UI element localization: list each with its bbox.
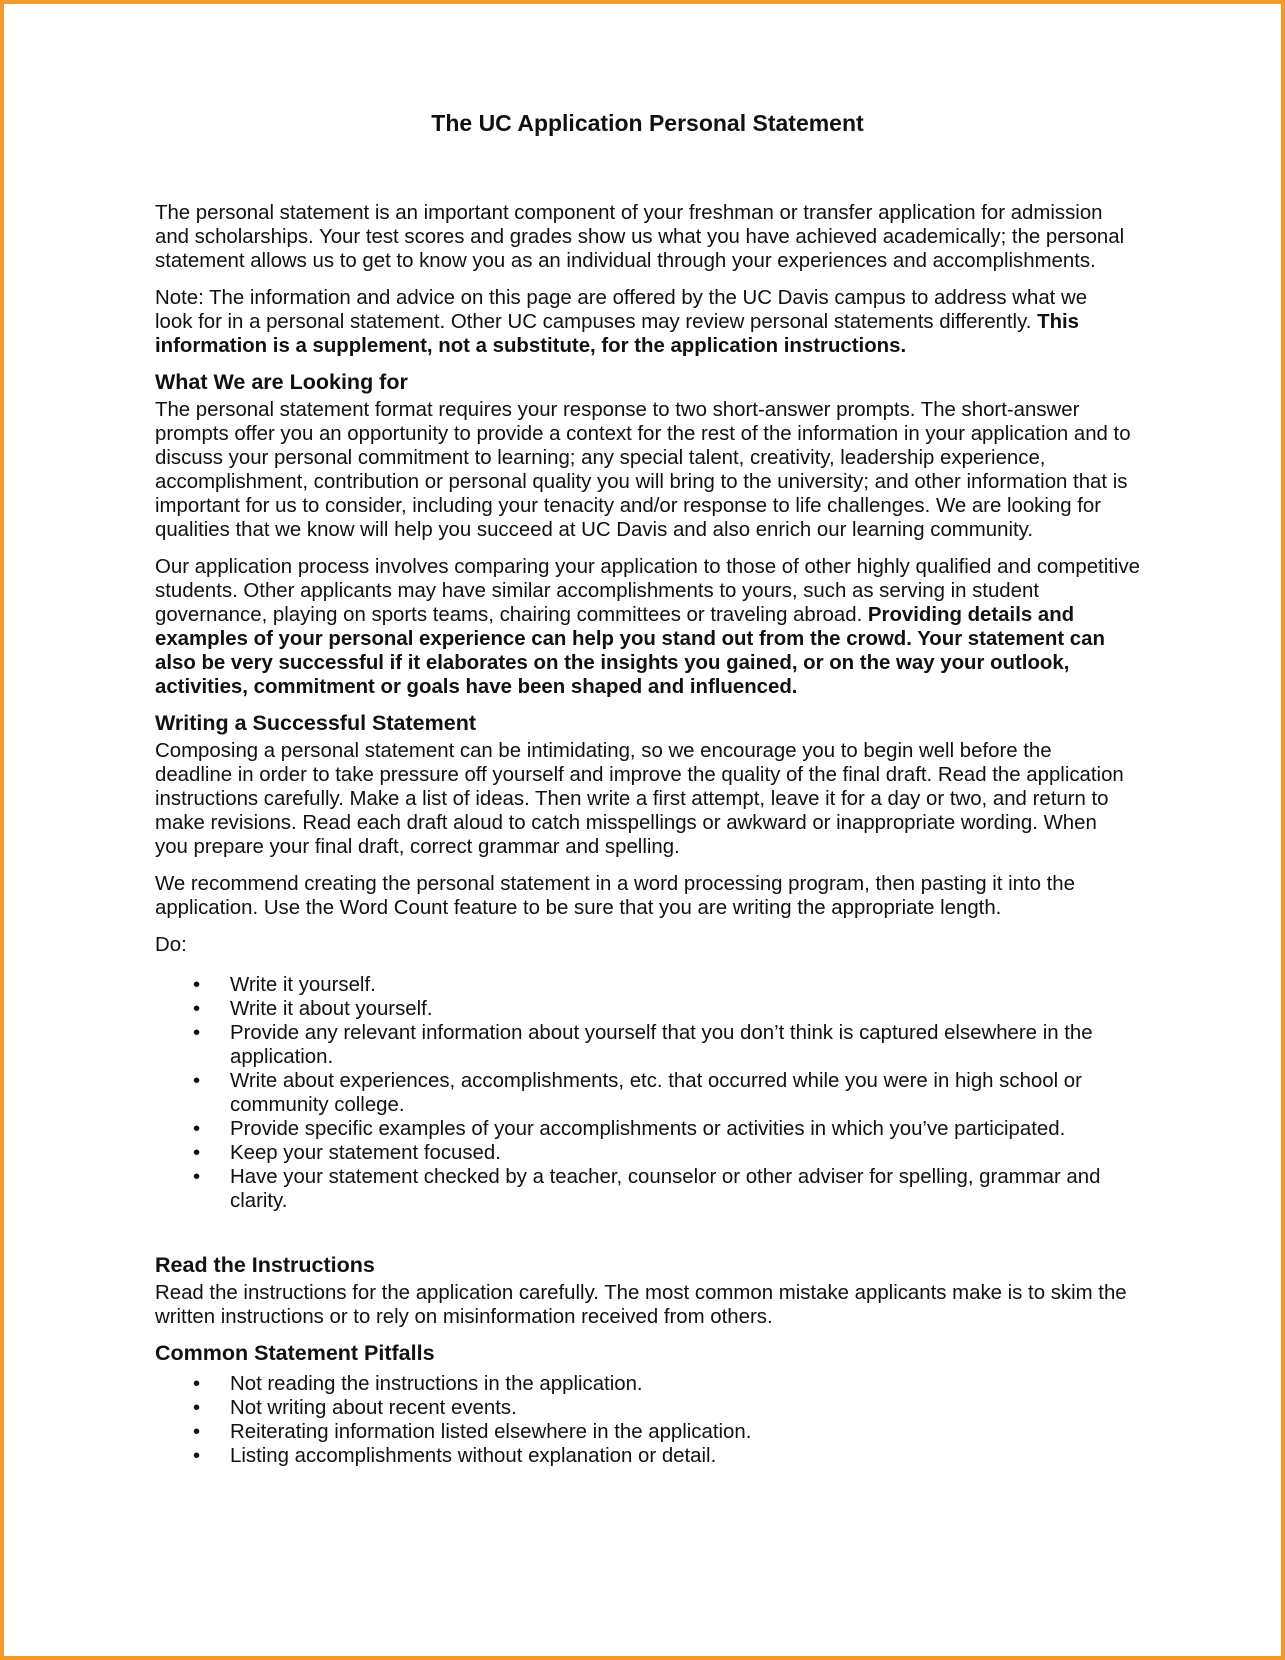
list-item <box>155 1372 1140 1396</box>
instructions-paragraph: Read the instructions for the application carefully. The most common mistake applicants make is to skim the written instructions or to rely on misinformation received from others. <box>155 1282 1127 1328</box>
pitfalls-list <box>155 1372 1140 1468</box>
section-heading-pitfalls: Common Statement Pitfalls <box>155 1341 435 1365</box>
list-item-text: Provide specific examples of your accomplishments or activities in which you’ve participated. <box>230 1118 1066 1140</box>
list-item <box>155 1117 1140 1141</box>
section-heading-instructions: Read the Instructions <box>155 1253 375 1277</box>
application-process-paragraph <box>155 555 1140 699</box>
bullet-icon: • <box>193 1373 201 1395</box>
list-item-text: Write it about yourself. <box>230 998 433 1020</box>
intro-paragraph: The personal statement is an important component of your freshman or transfer application for admission and scholarships. Your test scores and grades show us what you have achieved academically; the personal statement allows us to get to know you as an individual through your experiences and accomplishments. <box>155 202 1125 272</box>
word-processing-paragraph: We recommend creating the personal statement in a word processing program, then pasting it into the application. Use the Word Count feature to be sure that you are writing the appropriate length. <box>155 873 1075 919</box>
list-item-text: Not reading the instructions in the application. <box>230 1373 643 1395</box>
list-item-text: Write it yourself. <box>230 974 376 996</box>
looking-for-paragraph: The personal statement format requires your response to two short-answer prompts. The short-answer prompts offer you an opportunity to provide a context for the rest of the information in your application and to discuss your personal commitment to learning; any special talent, creativity, leadership experience, accomplishment, contribution or personal quality you will bring to the university; and other information that is important for us to consider, including your tenacity and/or response to life challenges. We are looking for qualities that we know will help you succeed at UC Davis and also enrich our learning community. <box>155 399 1131 541</box>
do-list <box>155 973 1140 1213</box>
bullet-icon: • <box>193 974 201 996</box>
list-item-text: Have your statement checked by a teacher, counselor or other adviser for spelling, grammar and clarity. <box>230 1166 1101 1212</box>
list-item <box>155 1069 1140 1117</box>
list-item <box>155 1444 1140 1468</box>
bullet-icon: • <box>193 998 201 1020</box>
list-item <box>155 973 1140 997</box>
section-heading-writing: Writing a Successful Statement <box>155 711 476 735</box>
application-process-bold-text: Providing details and examples of your personal experience can help you stand out from the crowd. Your statement can also be very successful if it elaborates on the insights you gained, or on the way your outlook, activities, commitment or goals have been shaped and influenced. <box>155 604 1105 698</box>
bullet-icon: • <box>193 1142 201 1164</box>
list-item <box>155 1141 1140 1165</box>
bullet-icon: • <box>193 1118 201 1140</box>
list-item-text: Reiterating information listed elsewhere in the application. <box>230 1421 752 1443</box>
list-item-text: Not writing about recent events. <box>230 1397 517 1419</box>
writing-paragraph: Composing a personal statement can be intimidating, so we encourage you to begin well before the deadline in order to take pressure off yourself and improve the quality of the final draft. Read the application instructions carefully. Make a list of ideas. Then write a first attempt, leave it for a day or two, and return to make revisions. Read each draft aloud to catch misspellings or awkward or inappropriate wording. When you prepare your final draft, correct grammar and spelling. <box>155 740 1124 858</box>
document-page <box>155 108 1140 1468</box>
note-paragraph <box>155 286 1130 358</box>
bullet-icon: • <box>193 1421 201 1443</box>
list-item <box>155 1396 1140 1420</box>
list-item <box>155 1021 1140 1069</box>
bullet-icon: • <box>193 1397 201 1419</box>
bullet-icon: • <box>193 1445 201 1467</box>
list-item <box>155 1420 1140 1444</box>
list-item <box>155 997 1140 1021</box>
list-item <box>155 1165 1140 1213</box>
list-item-text: Listing accomplishments without explanation or detail. <box>230 1445 717 1467</box>
bullet-icon: • <box>193 1166 201 1188</box>
document-title: The UC Application Personal Statement <box>431 110 864 136</box>
section-heading-looking-for: What We are Looking for <box>155 370 408 394</box>
application-process-text: Our application process involves comparing your application to those of other highly qualified and competitive students. Other applicants may have similar accomplishments to yours, such as serving in student governance, playing on sports teams, chairing committees or traveling abroad. <box>155 556 1140 626</box>
do-label: Do: <box>155 934 187 956</box>
bullet-icon: • <box>193 1070 201 1092</box>
list-item-text: Provide any relevant information about yourself that you don’t think is captured elsewhere in the application. <box>230 1022 1093 1068</box>
note-bold-text: This information is a supplement, not a substitute, for the application instructions. <box>155 311 1080 357</box>
bullet-icon: • <box>193 1022 201 1044</box>
note-text: Note: The information and advice on this page are offered by the UC Davis campus to address what we look for in a personal statement. Other UC campuses may review personal statements differently. <box>155 287 1088 333</box>
list-item-text: Write about experiences, accomplishments, etc. that occurred while you were in high school or community college. <box>230 1070 1082 1116</box>
list-item-text: Keep your statement focused. <box>230 1142 501 1164</box>
